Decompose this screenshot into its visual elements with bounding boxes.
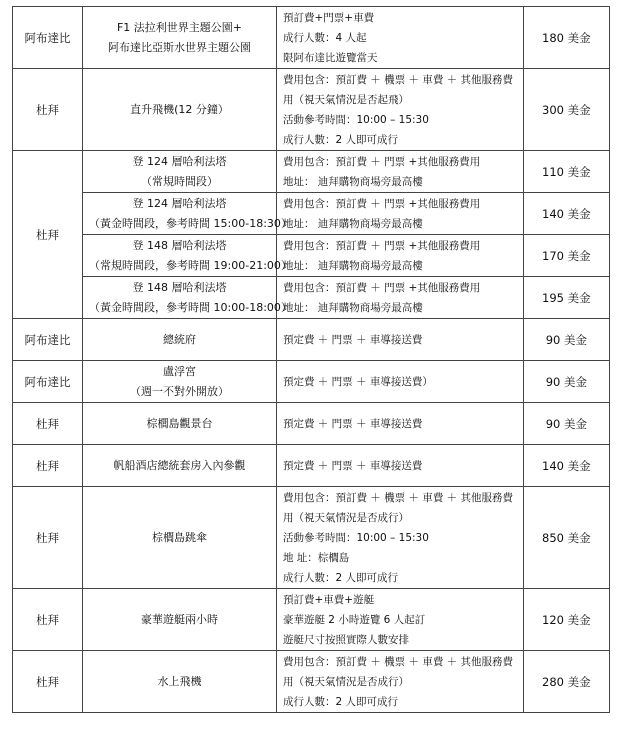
table-row	[13, 361, 610, 403]
detail-line: 預定費 ＋ 門票 ＋ 車導接送費	[282, 459, 423, 472]
city-cell: 阿布達比	[13, 7, 83, 69]
item-cell	[83, 589, 277, 651]
detail-line: 預定費 ＋ 門票 ＋ 車導接送費）	[282, 375, 433, 388]
table-row	[13, 235, 610, 277]
detail-cell	[276, 319, 523, 361]
price-cell: 120 美金	[523, 589, 609, 651]
city-cell: 杜拜	[13, 487, 83, 589]
item-line: （黃金時間段，參考時間 15:00-18:30）	[89, 216, 292, 230]
price-table	[12, 6, 610, 713]
detail-line: 活動參考時間：10:00 – 15:30	[282, 531, 429, 544]
table-row	[13, 403, 610, 445]
detail-cell	[276, 151, 523, 193]
item-line: 登 148 層哈利法塔	[132, 238, 227, 252]
detail-line: 費用包含：預訂費 ＋ 門票 +其他服務費用	[282, 239, 481, 252]
table-row	[13, 277, 610, 319]
item-cell	[83, 69, 277, 151]
detail-line: 豪華遊艇 2 小時遊覽 6 人起訂	[282, 613, 426, 626]
item-cell	[83, 193, 292, 235]
detail-line: 活動參考時間：10:00 – 15:30	[282, 113, 429, 126]
item-line: （常規時間段）	[141, 174, 218, 188]
table-row	[13, 445, 610, 487]
item-cell	[83, 651, 277, 713]
detail-cell	[276, 69, 523, 151]
detail-cell	[276, 7, 523, 69]
item-line: 帆船酒店總統套房入內參觀	[113, 458, 246, 472]
item-line: 盧浮宮	[163, 364, 196, 378]
table-row	[13, 193, 610, 235]
detail-line: 成行人數：2 人即可成行	[282, 571, 398, 584]
item-cell	[83, 445, 277, 487]
item-line: 水上飛機	[157, 674, 202, 688]
price-cell: 170 美金	[523, 235, 609, 277]
detail-line: 費用包含：預訂費 ＋ 機票 ＋ 車費 ＋ 其他服務費	[282, 73, 513, 86]
item-line: 阿布達比亞斯水世界主題公園	[108, 40, 251, 54]
detail-cell	[276, 589, 523, 651]
detail-line: 成行人數：4 人起	[282, 31, 367, 44]
table-row	[13, 487, 610, 589]
table-row	[13, 651, 610, 713]
price-cell: 850 美金	[523, 487, 609, 589]
city-cell: 阿布達比	[13, 319, 83, 361]
price-cell: 280 美金	[523, 651, 609, 713]
item-line: F1 法拉利世界主題公園+	[116, 20, 243, 34]
table-row	[13, 69, 610, 151]
price-cell: 140 美金	[523, 445, 609, 487]
item-cell	[83, 235, 292, 277]
city-cell: 杜拜	[13, 69, 83, 151]
city-cell: 杜拜	[13, 151, 83, 319]
detail-line: 預訂費+車費+遊艇	[282, 593, 375, 606]
table-row	[13, 7, 610, 69]
city-cell: 阿布達比	[13, 361, 83, 403]
price-cell: 140 美金	[523, 193, 609, 235]
price-cell: 180 美金	[523, 7, 609, 69]
detail-line: 費用包含：預訂費 ＋ 機票 ＋ 車費 ＋ 其他服務費	[282, 491, 513, 504]
detail-line: 費用包含：預訂費 ＋ 機票 ＋ 車費 ＋ 其他服務費	[282, 655, 513, 668]
detail-line: 預定費 ＋ 門票 ＋ 車導接送費	[282, 333, 423, 346]
price-cell: 90 美金	[523, 403, 609, 445]
city-cell: 杜拜	[13, 403, 83, 445]
item-line: （黃金時間段，參考時間 10:00-18:00）	[89, 300, 292, 314]
detail-line: 預定費 ＋ 門票 ＋ 車導接送費	[282, 417, 423, 430]
detail-cell	[276, 403, 523, 445]
detail-line: 用（視天氣情況是否起飛）	[282, 93, 409, 106]
price-cell: 90 美金	[523, 361, 609, 403]
city-cell: 杜拜	[13, 651, 83, 713]
item-cell	[83, 7, 277, 69]
item-line: 登 124 層哈利法塔	[132, 154, 227, 168]
item-cell	[83, 361, 277, 403]
item-cell	[83, 487, 277, 589]
item-line: 登 124 層哈利法塔	[132, 196, 227, 210]
item-line: 棕櫚島觀景台	[146, 416, 213, 430]
price-cell: 300 美金	[523, 69, 609, 151]
detail-cell	[276, 361, 523, 403]
price-cell: 110 美金	[523, 151, 609, 193]
item-line: 棕櫚島跳傘	[152, 530, 207, 544]
item-cell	[83, 403, 277, 445]
price-cell: 90 美金	[523, 319, 609, 361]
price-cell: 195 美金	[523, 277, 609, 319]
item-cell	[83, 319, 277, 361]
detail-cell	[276, 277, 523, 319]
table-row	[13, 589, 610, 651]
item-cell	[83, 151, 277, 193]
item-line: （常規時間段，參考時間 19:00-21:00）	[89, 258, 292, 272]
item-line: 直升飛機(12 分鐘）	[130, 102, 229, 116]
detail-line: 地址： 迪拜購物商場旁最高樓	[282, 259, 423, 272]
detail-line: 地址： 迪拜購物商場旁最高樓	[282, 217, 423, 230]
detail-cell	[276, 651, 523, 713]
item-line: 豪華遊艇兩小時	[141, 612, 218, 626]
detail-line: 用（視天氣情況是否成行）	[282, 675, 409, 688]
item-line: 登 148 層哈利法塔	[132, 280, 227, 294]
detail-cell	[276, 193, 523, 235]
detail-cell	[276, 235, 523, 277]
detail-line: 成行人數：2 人即可成行	[282, 133, 398, 146]
detail-line: 限阿布達比遊覽當天	[282, 51, 378, 64]
city-cell: 杜拜	[13, 589, 83, 651]
item-line: 總統府	[163, 332, 196, 346]
item-cell	[83, 277, 292, 319]
detail-line: 預訂費+門票+車費	[282, 11, 375, 24]
detail-line: 費用包含：預訂費 ＋ 門票 +其他服務費用	[282, 155, 481, 168]
detail-line: 用（視天氣情況是否成行）	[282, 511, 409, 524]
detail-line: 地址： 迪拜購物商場旁最高樓	[282, 175, 423, 188]
city-cell: 杜拜	[13, 445, 83, 487]
table-row	[13, 151, 610, 193]
detail-line: 費用包含：預訂費 ＋ 門票 +其他服務費用	[282, 281, 481, 294]
detail-cell	[276, 487, 523, 589]
detail-cell	[276, 445, 523, 487]
detail-line: 遊艇尺寸按照實際人數安排	[282, 633, 409, 646]
item-line: （週一不對外開放）	[130, 384, 229, 398]
detail-line: 成行人數：2 人即可成行	[282, 695, 398, 708]
detail-line: 地 址：棕櫚島	[282, 551, 350, 564]
table-row	[13, 319, 610, 361]
detail-line: 地址： 迪拜購物商場旁最高樓	[282, 301, 423, 314]
detail-line: 費用包含：預訂費 ＋ 門票 +其他服務費用	[282, 197, 481, 210]
